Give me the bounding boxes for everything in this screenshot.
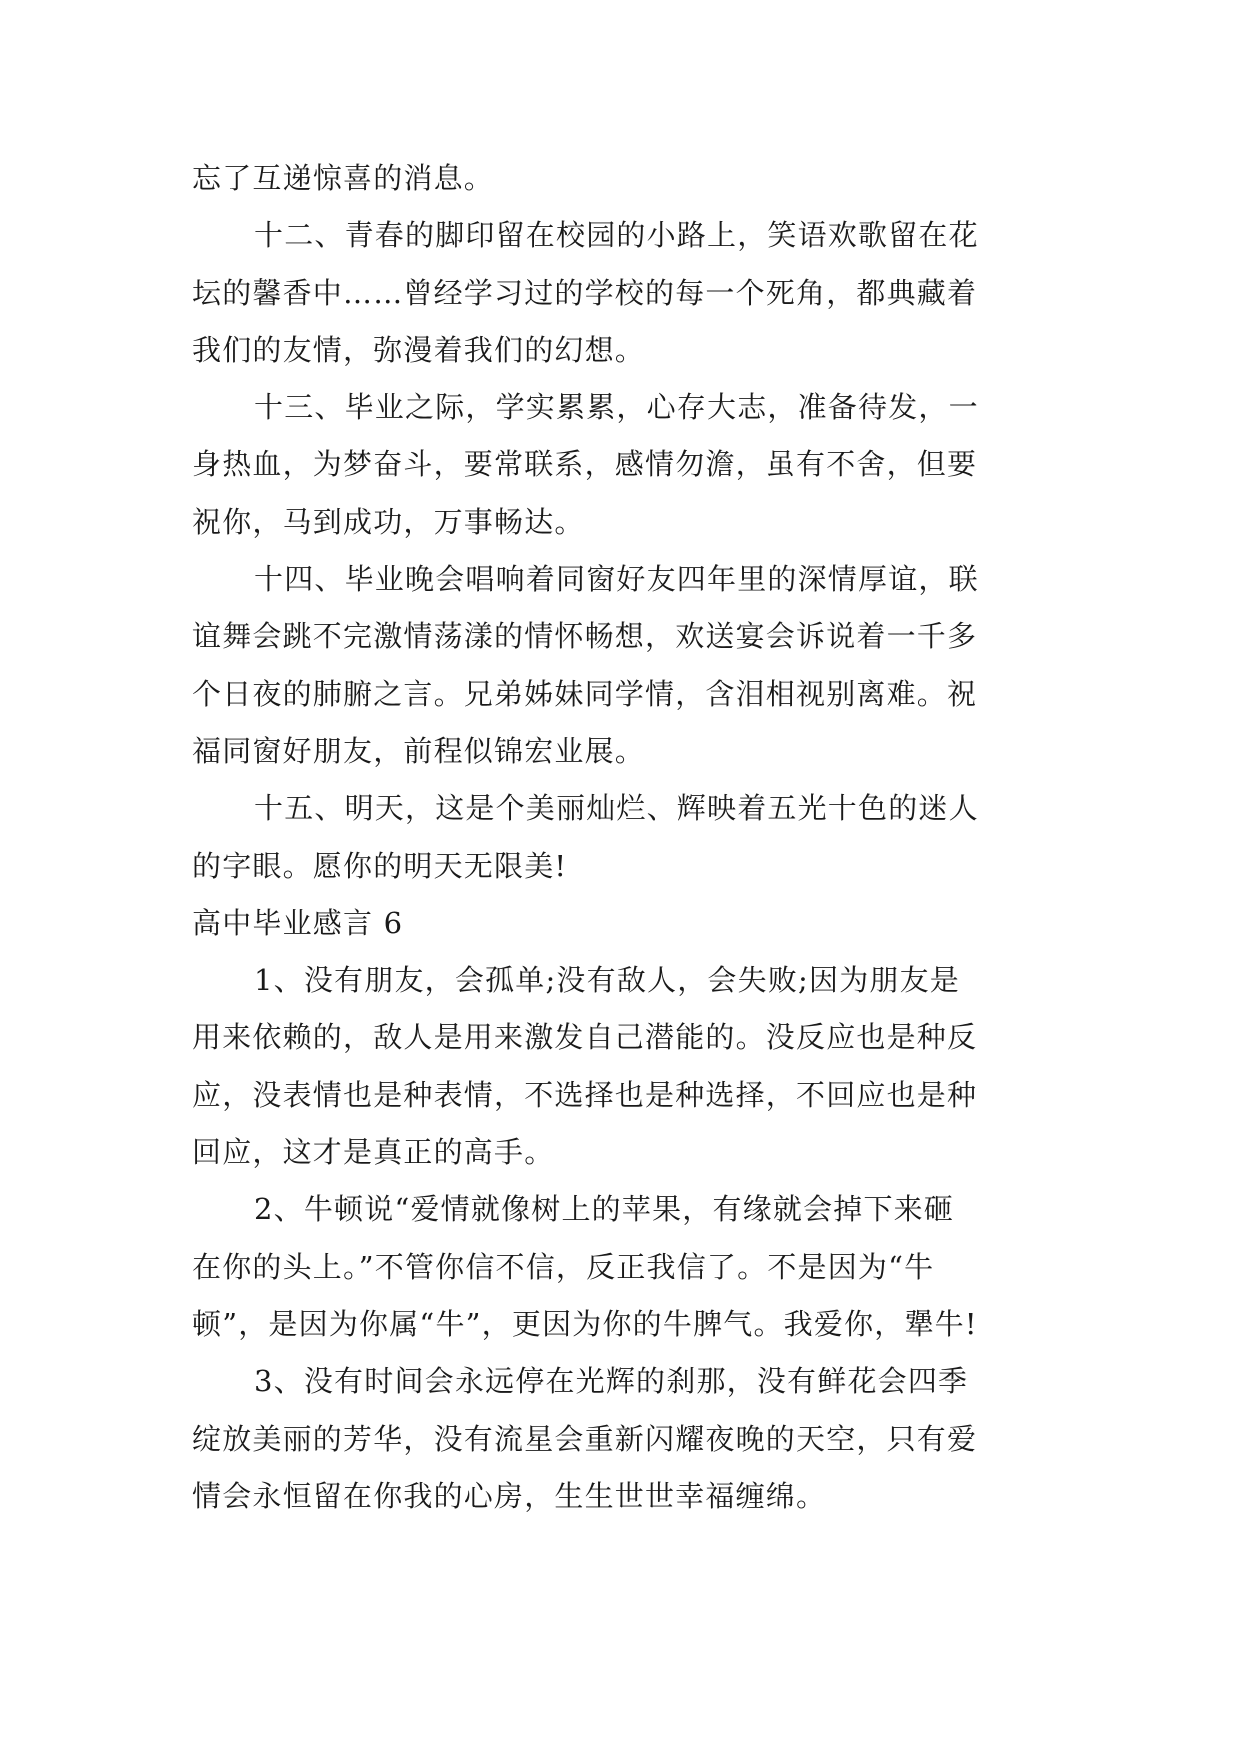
text-line: 绽放美丽的芳华，没有流星会重新闪耀夜晚的天空，只有爱 [192, 1421, 978, 1456]
text-line: 身热血，为梦奋斗，要常联系，感情勿澹，虽有不舍，但要 [192, 447, 978, 482]
text-line: 顿”，是因为你属“牛”，更因为你的牛脾气。我爱你，犟牛! [192, 1306, 978, 1341]
text-line: 十三、毕业之际，学实累累，心存大志，准备待发，一 [254, 390, 979, 425]
text-line: 坛的馨香中……曾经学习过的学校的每一个死角，都典藏着 [192, 275, 978, 310]
text-line: 忘了互递惊喜的消息。 [192, 161, 495, 195]
text-line: 个日夜的肺腑之言。兄弟姊妹同学情，含泪相视别离难。祝 [192, 676, 978, 711]
text-line: 3、没有时间会永远停在光辉的刹那，没有鲜花会四季 [254, 1364, 969, 1399]
text-line: 2、牛顿说“爱情就像树上的苹果，有缘就会掉下来砸 [254, 1192, 955, 1227]
text-line: 祝你，马到成功，万事畅达。 [192, 504, 585, 539]
text-line: 在你的头上。”不管你信不信，反正我信了。不是因为“牛 [192, 1249, 935, 1284]
text-line: 的字眼。愿你的明天无限美! [192, 848, 568, 883]
text-line: 用来依赖的，敌人是用来激发自己潜能的。没反应也是种反 [192, 1020, 978, 1055]
text-line: 十二、青春的脚印留在校园的小路上，笑语欢歌留在花 [254, 218, 979, 253]
text-line: 我们的友情，弥漫着我们的幻想。 [192, 332, 646, 367]
document-page [192, 150, 1054, 1525]
text-line: 回应，这才是真正的高手。 [192, 1135, 555, 1170]
text-line: 1、没有朋友，会孤单;没有敌人，会失败;因为朋友是 [254, 963, 960, 998]
section-heading: 高中毕业感言 6 [192, 905, 404, 940]
text-line: 谊舞会跳不完激情荡漾的情怀畅想，欢送宴会诉说着一千多 [192, 619, 978, 654]
text-line: 十四、毕业晚会唱响着同窗好友四年里的深情厚谊，联 [254, 562, 979, 597]
text-line: 情会永恒留在你我的心房，生生世世幸福缠绵。 [192, 1478, 827, 1513]
text-line: 应，没表情也是种表情，不选择也是种选择，不回应也是种 [192, 1077, 978, 1112]
text-line: 福同窗好朋友，前程似锦宏业展。 [192, 733, 646, 768]
text-line: 十五、明天，这是个美丽灿烂、辉映着五光十色的迷人 [254, 791, 979, 826]
